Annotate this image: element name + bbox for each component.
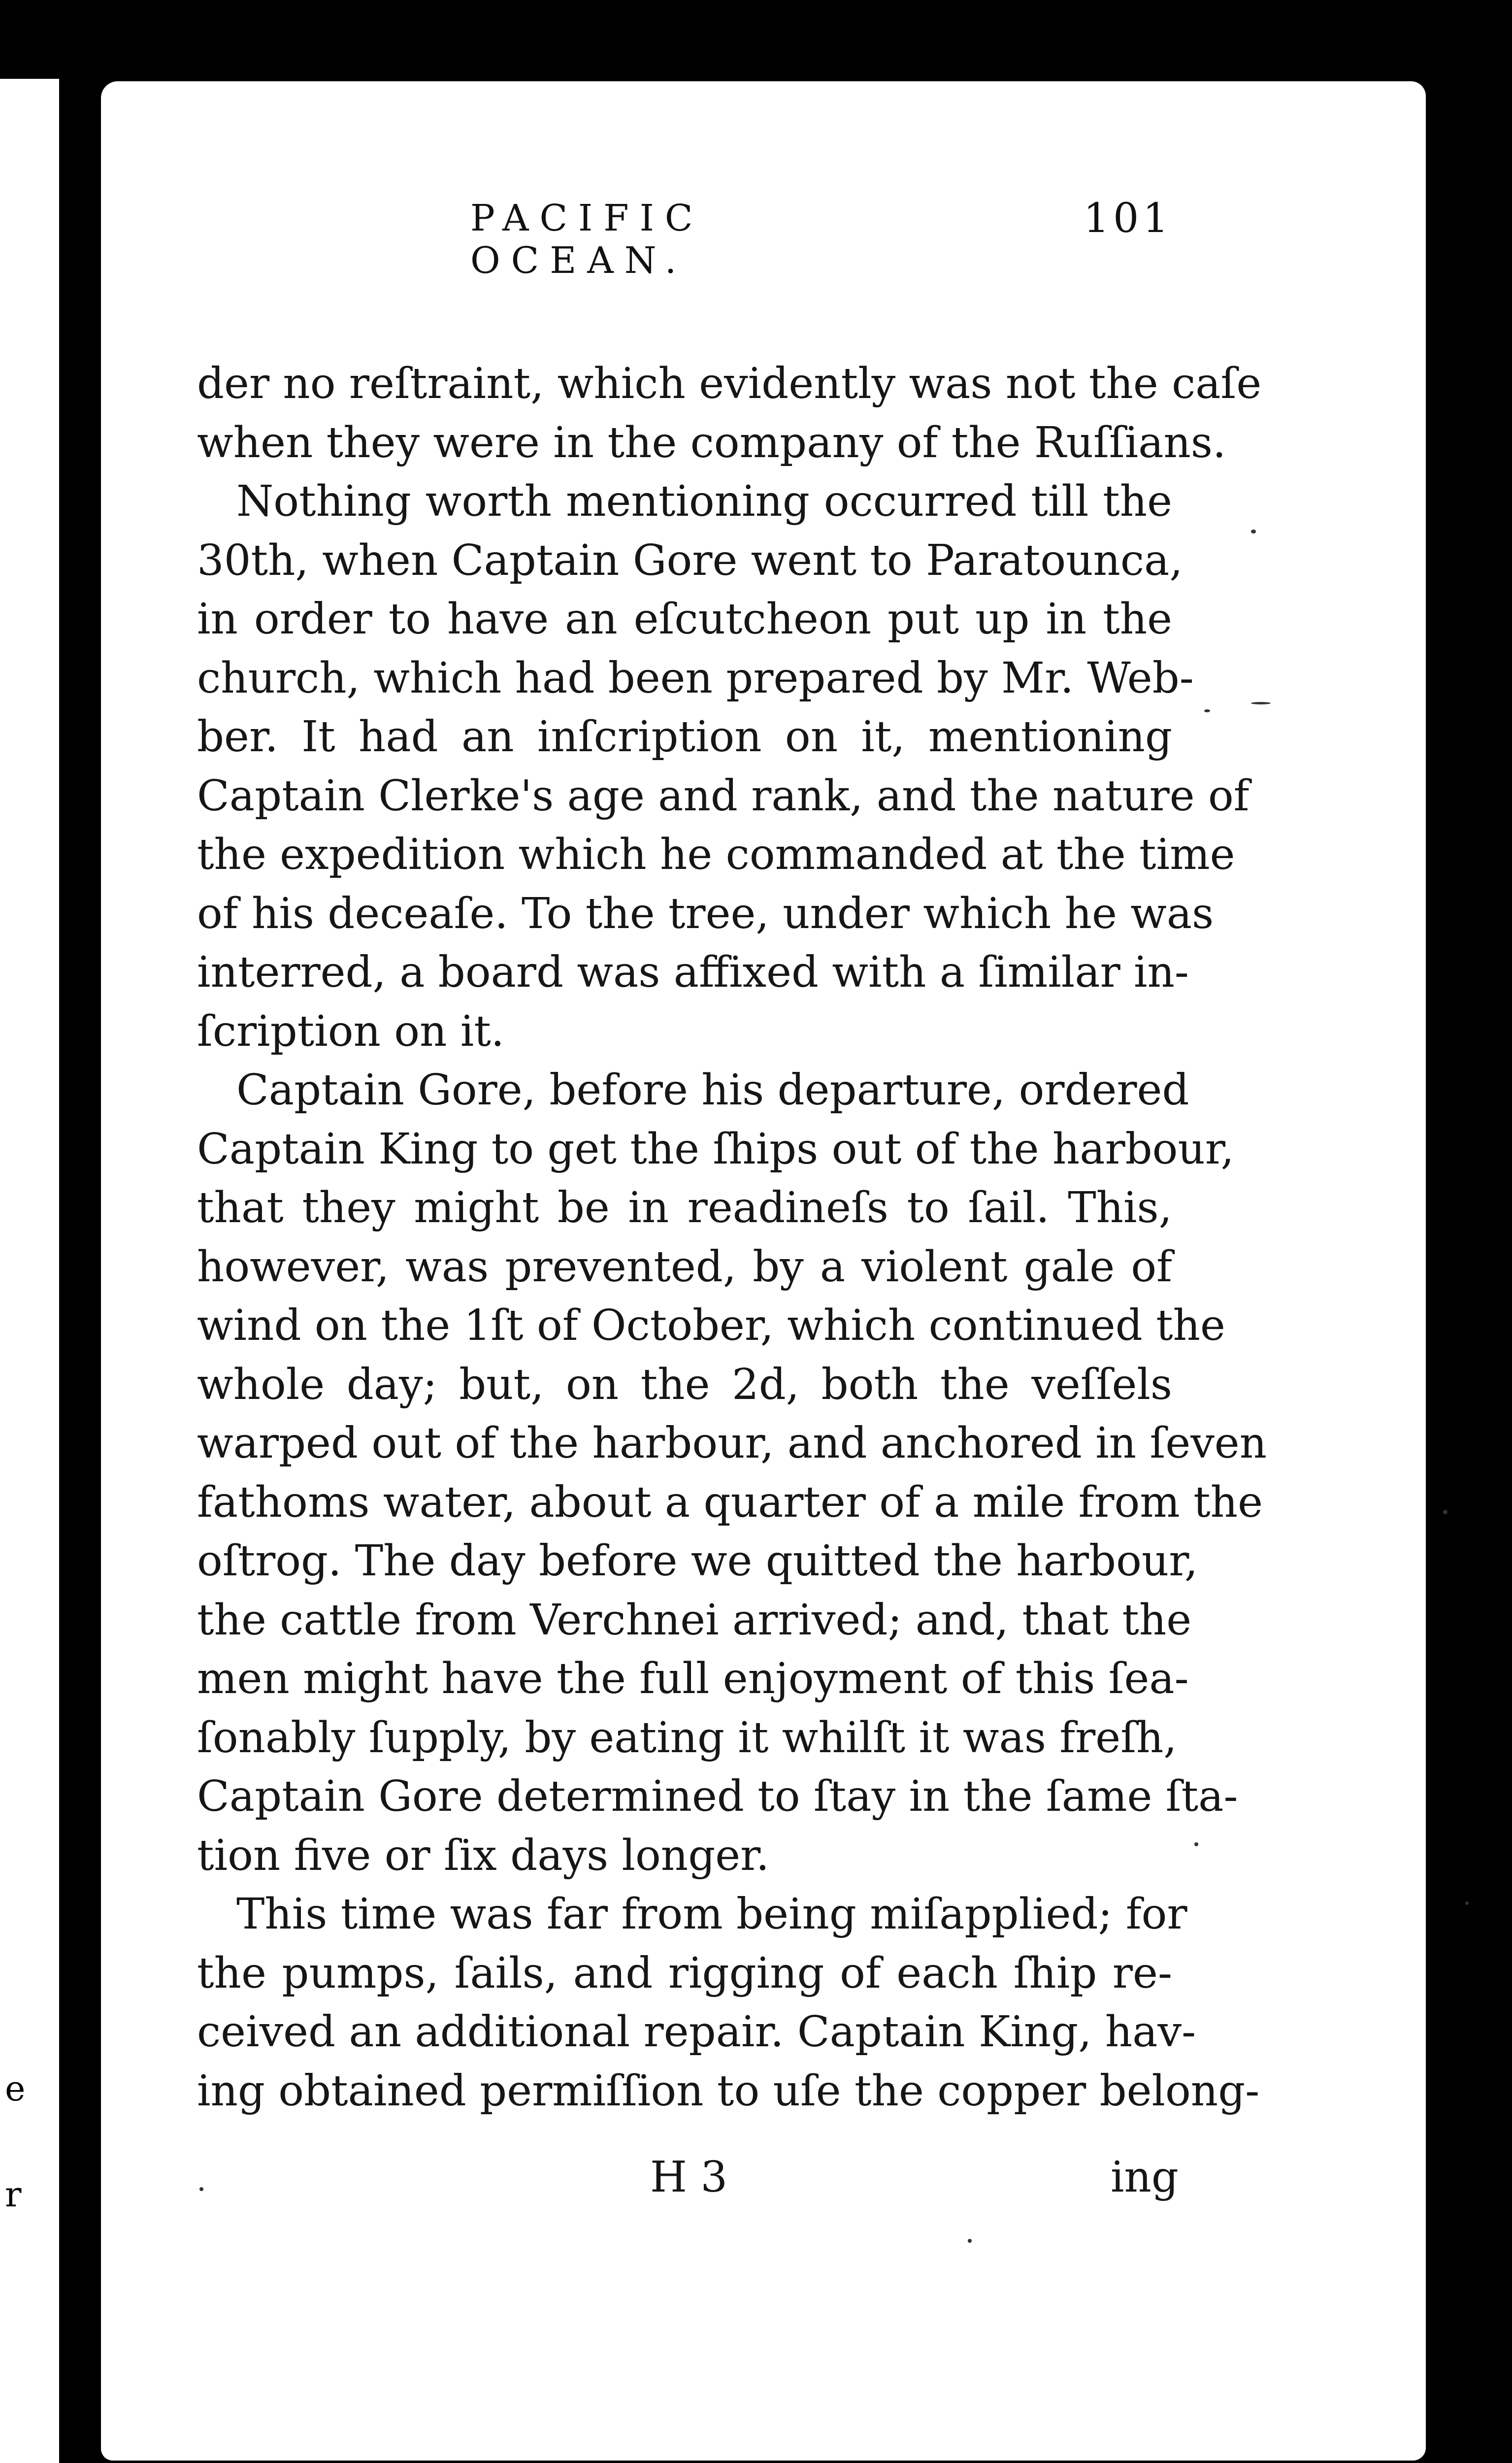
text-line: wind on the 1ſt of October, which continued the	[197, 1301, 1225, 1350]
text-line: warped out of the harbour, and anchored in ſeven	[197, 1419, 1267, 1468]
text-line: that they might be in readineſs to ſail. This,	[197, 1183, 1172, 1232]
text-line: when they were in the company of the Ruſſians.	[197, 418, 1226, 467]
text-line: 30th, when Captain Gore went to Paratounca,	[197, 535, 1183, 585]
text-line: Nothing worth mentioning occurred till the	[236, 477, 1172, 526]
ink-speck	[1443, 1510, 1447, 1514]
text-line: interred, a board was affixed with a ſimilar in-	[197, 948, 1189, 997]
ink-speck	[1465, 1901, 1469, 1905]
running-head-title: PACIFIC OCEAN.	[470, 197, 704, 282]
catchword: ing	[1111, 2153, 1179, 2202]
paragraph	[197, 1885, 1260, 2121]
text-line: Captain King to get the ſhips out of the harbour,	[197, 1124, 1234, 1174]
text-line: whole day; but, on the 2d, both the veſſels	[197, 1360, 1172, 1409]
text-line: the pumps, ſails, and rigging of each ſhip re-	[197, 1948, 1172, 1998]
text-line: ſcription on it.	[197, 1006, 505, 1056]
text-line: tion five or ſix days longer.	[197, 1831, 770, 1880]
text-line: ſonably ſupply, by eating it whilſt it was freſh,	[197, 1713, 1177, 1763]
text-line: of his deceaſe. To the tree, under which he was	[197, 889, 1214, 938]
margin-fragment-e: e	[5, 2068, 26, 2109]
text-line: the cattle from Verchnei arrived; and, that the	[197, 1595, 1192, 1645]
text-line: in order to have an eſcutcheon put up in the	[197, 595, 1172, 644]
ink-speck	[1251, 530, 1256, 533]
ink-speck	[1204, 709, 1210, 712]
margin-fragment-r: r	[5, 2174, 22, 2215]
paragraph	[197, 1061, 1267, 1885]
body-text	[197, 355, 1267, 2121]
text-line: fathoms water, about a quarter of a mile from the	[197, 1477, 1263, 1527]
text-line: ber. It had an inſcription on it, mentioning	[197, 712, 1172, 762]
text-line: Captain Gore determined to ſtay in the ſame ſta-	[197, 1772, 1238, 1821]
ink-speck	[1194, 1842, 1198, 1846]
signature-mark: H 3	[650, 2153, 728, 2202]
text-line: Captain Gore, before his departure, ordered	[236, 1065, 1189, 1115]
ink-speck	[199, 2187, 203, 2191]
paragraph	[197, 472, 1249, 1061]
page-gutter-shadow	[59, 79, 101, 2463]
text-line: ceived an additional repair. Captain King, hav-	[197, 2007, 1196, 2057]
text-line: men might have the full enjoyment of this ſea-	[197, 1654, 1189, 1703]
text-line: oſtrog. The day before we quitted the harbour,	[197, 1536, 1198, 1586]
text-line: der no reſtraint, which evidently was not the caſe	[197, 359, 1262, 408]
text-line: ing obtained permiſſion to uſe the copper belong-	[197, 2066, 1260, 2116]
text-line: church, which had been prepared by Mr. Web-	[197, 653, 1194, 703]
text-line: Captain Clerke's age and rank, and the nature of	[197, 771, 1249, 821]
ink-speck	[968, 2239, 972, 2243]
paragraph	[197, 355, 1262, 472]
text-line: This time was far from being miſapplied; for	[236, 1890, 1187, 1939]
text-line: the expedition which he commanded at the time	[197, 830, 1235, 879]
page-number: 101	[1084, 195, 1173, 242]
text-line: however, was prevented, by a violent gale of	[197, 1242, 1172, 1292]
ink-speck	[1251, 702, 1271, 704]
